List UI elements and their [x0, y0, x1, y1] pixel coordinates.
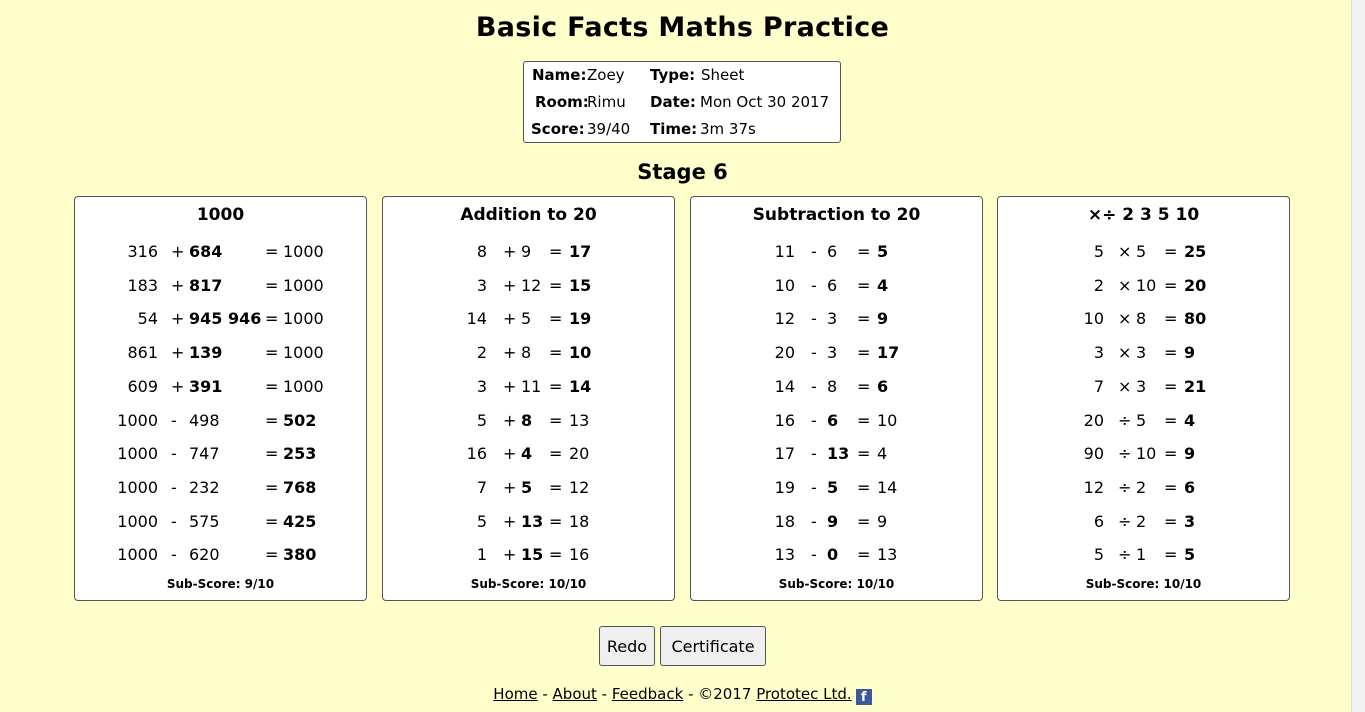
operand-b: 11 — [521, 376, 542, 396]
result: 25 — [1184, 242, 1207, 261]
result: 13 — [569, 410, 590, 430]
equation-row — [383, 406, 674, 436]
operator: + — [171, 275, 185, 295]
operand-a: 861 — [127, 343, 158, 363]
operand-b: 13 — [827, 444, 850, 464]
operator: × — [1118, 242, 1132, 261]
operand-a: 20 — [1083, 410, 1104, 430]
result: 768 — [283, 477, 317, 497]
operand-a: 16 — [774, 410, 795, 430]
operand-b: 3 — [1136, 376, 1147, 396]
operand-b: 0 — [827, 545, 839, 565]
operand-b: 4 — [521, 444, 533, 464]
info-row-room-date — [524, 93, 840, 119]
equals-sign: = — [857, 410, 871, 430]
equals-sign: = — [549, 275, 563, 295]
operator: + — [171, 309, 185, 329]
operator: × — [1118, 376, 1132, 396]
operand-a: 14 — [774, 376, 795, 396]
panel-title: Addition to 20 — [460, 205, 597, 225]
operand-a: 13 — [774, 545, 795, 565]
operand-b: 8 — [1136, 309, 1147, 329]
operator: ÷ — [1118, 545, 1132, 565]
operator: - — [811, 511, 817, 531]
operator: - — [171, 444, 177, 464]
operand-a: 2 — [1093, 275, 1104, 295]
stage-heading: Stage 6 — [637, 160, 728, 184]
operand-a: 10 — [1083, 309, 1104, 329]
operand-b: 15 — [521, 545, 544, 565]
equation-row — [998, 473, 1289, 503]
result: 14 — [877, 477, 898, 497]
operand-b: 13 — [521, 511, 544, 531]
equals-sign: = — [549, 309, 563, 329]
operator: - — [171, 477, 177, 497]
operand-b: 9 — [521, 242, 532, 261]
equals-sign: = — [265, 511, 279, 531]
operand-a: 1000 — [117, 545, 158, 565]
feedback-link[interactable]: Feedback — [611, 685, 684, 703]
operator: × — [1118, 309, 1132, 329]
operand-a: 3 — [476, 376, 487, 396]
operator: - — [171, 511, 177, 531]
prototec-link[interactable]: Prototec Ltd. — [756, 685, 852, 703]
type-value: Sheet — [701, 66, 745, 84]
operand-a: 12 — [1083, 477, 1104, 497]
result: 3 — [1184, 511, 1196, 531]
operand-a: 1000 — [117, 410, 158, 430]
operand-a: 5 — [476, 511, 487, 531]
operand-a: 5 — [1093, 242, 1104, 261]
room-label: Room: — [535, 93, 589, 111]
equals-sign: = — [1164, 242, 1178, 261]
equals-sign: = — [549, 410, 563, 430]
equation-row — [383, 271, 674, 301]
operand-b: 5 — [827, 477, 839, 497]
operand-b: 575 — [189, 511, 220, 531]
equation-row — [75, 304, 366, 334]
panel-subtraction — [690, 196, 983, 601]
operator: + — [503, 545, 517, 565]
result: 9 — [1184, 343, 1196, 363]
panel-title: 1000 — [196, 205, 245, 225]
operator: + — [171, 376, 185, 396]
operand-a: 5 — [476, 410, 487, 430]
equals-sign: = — [857, 242, 871, 261]
time-label: Time: — [650, 120, 698, 138]
operator: + — [503, 376, 517, 396]
operator: + — [503, 444, 517, 464]
operator: - — [811, 545, 817, 565]
result: 16 — [569, 545, 590, 565]
equation-row — [383, 237, 674, 267]
equation-row — [998, 507, 1289, 537]
equals-sign: = — [857, 477, 871, 497]
result: 5 — [877, 242, 889, 261]
result: 21 — [1184, 376, 1207, 396]
result: 13 — [877, 545, 898, 565]
operand-a: 1 — [476, 545, 487, 565]
operator: + — [503, 410, 517, 430]
result: 4 — [1184, 410, 1196, 430]
equation-row — [75, 439, 366, 469]
operator: - — [811, 477, 817, 497]
equals-sign: = — [1164, 410, 1178, 430]
operand-b: 747 — [189, 444, 220, 464]
result: 5 — [1184, 545, 1196, 565]
redo-button[interactable]: Redo — [599, 626, 655, 666]
operand-b: 6 — [827, 242, 838, 261]
operand-a: 14 — [466, 309, 487, 329]
equals-sign: = — [549, 376, 563, 396]
operator: - — [811, 275, 817, 295]
equals-sign: = — [549, 477, 563, 497]
operator: - — [811, 444, 817, 464]
operand-b: 498 — [189, 410, 220, 430]
equals-sign: = — [857, 444, 871, 464]
result: 425 — [283, 511, 317, 531]
operand-b: 3 — [827, 309, 838, 329]
operator: - — [811, 242, 817, 261]
time-value: 3m 37s — [700, 120, 756, 138]
operator: - — [171, 545, 177, 565]
operand-a: 11 — [774, 242, 795, 261]
operand-a: 3 — [476, 275, 487, 295]
operand-b: 3 — [827, 343, 838, 363]
equation-row — [691, 271, 982, 301]
operator: ÷ — [1118, 444, 1132, 464]
result: 20 — [1184, 275, 1207, 295]
sub-score: Sub-Score: 10/10 — [778, 577, 895, 591]
score-value: 39/40 — [587, 120, 631, 138]
score-label: Score: — [531, 120, 585, 138]
info-row-score-time — [524, 120, 840, 146]
operand-b: 5 — [1136, 410, 1147, 430]
equals-sign: = — [857, 309, 871, 329]
equation-row — [383, 439, 674, 469]
result: 380 — [283, 545, 317, 565]
operand-b: 2 — [1136, 477, 1147, 497]
operator: + — [171, 343, 185, 363]
vertical-scrollbar[interactable] — [1351, 0, 1365, 712]
equation-row — [75, 372, 366, 402]
equation-row — [998, 237, 1289, 267]
equals-sign: = — [857, 511, 871, 531]
equation-row — [691, 473, 982, 503]
operand-b: 5 — [1136, 242, 1147, 261]
room-value: Rimu — [587, 93, 626, 111]
operand-a: 7 — [1093, 376, 1104, 396]
about-link[interactable]: About — [552, 685, 597, 703]
equation-row — [998, 372, 1289, 402]
equation-row — [75, 237, 366, 267]
equals-sign: = — [549, 444, 563, 464]
equals-sign: = — [265, 410, 279, 430]
equals-sign: = — [857, 376, 871, 396]
equation-row — [383, 304, 674, 334]
operand-a: 20 — [774, 343, 795, 363]
operand-a: 54 — [137, 309, 158, 329]
result: 10 — [877, 410, 898, 430]
operand-a: 12 — [774, 309, 795, 329]
operand-a: 1000 — [117, 511, 158, 531]
operator: - — [811, 343, 817, 363]
operator: + — [503, 511, 517, 531]
result: 17 — [569, 242, 592, 261]
equals-sign: = — [857, 343, 871, 363]
equals-sign: = — [1164, 545, 1178, 565]
equation-row — [691, 237, 982, 267]
operator: ÷ — [1118, 511, 1132, 531]
result: 1000 — [283, 275, 324, 295]
operand-a: 609 — [127, 376, 158, 396]
operator: + — [503, 309, 517, 329]
footer-separator: - — [596, 685, 612, 703]
panel-addition — [382, 196, 675, 601]
panel-1000 — [74, 196, 367, 601]
operand-a: 1000 — [117, 444, 158, 464]
equation-row — [383, 507, 674, 537]
result: 19 — [569, 309, 592, 329]
info-box — [523, 61, 841, 143]
operand-a: 3 — [1093, 343, 1104, 363]
panel-title: ×÷ 2 3 5 10 — [1087, 205, 1200, 225]
operand-b: 10 — [1136, 275, 1157, 295]
equals-sign: = — [857, 275, 871, 295]
operand-a: 1000 — [117, 477, 158, 497]
equation-row — [383, 473, 674, 503]
equation-row — [998, 439, 1289, 469]
equation-row — [691, 338, 982, 368]
operand-b: 9 — [827, 511, 839, 531]
operator: - — [811, 376, 817, 396]
operand-b: 139 — [189, 343, 223, 363]
result: 18 — [569, 511, 590, 531]
date-value: Mon Oct 30 2017 — [700, 93, 830, 111]
result: 12 — [569, 477, 590, 497]
operator: × — [1118, 343, 1132, 363]
equals-sign: = — [265, 444, 279, 464]
equals-sign: = — [1164, 511, 1178, 531]
equation-row — [691, 304, 982, 334]
operator: ÷ — [1118, 410, 1132, 430]
operand-b: 6 — [827, 410, 839, 430]
operand-a: 16 — [466, 444, 487, 464]
certificate-button[interactable]: Certificate — [660, 626, 766, 666]
operator: - — [171, 410, 177, 430]
operand-b: 5 — [521, 477, 533, 497]
equation-row — [998, 540, 1289, 570]
equals-sign: = — [265, 376, 279, 396]
equals-sign: = — [1164, 376, 1178, 396]
result: 1000 — [283, 309, 324, 329]
operand-b: 684 — [189, 242, 223, 261]
operand-b: 391 — [189, 376, 223, 396]
equation-row — [998, 304, 1289, 334]
equals-sign: = — [265, 309, 279, 329]
operand-b: 6 — [827, 275, 838, 295]
equation-row — [691, 507, 982, 537]
result: 14 — [569, 376, 592, 396]
equals-sign: = — [549, 511, 563, 531]
footer — [0, 685, 1365, 705]
page-title: Basic Facts Maths Practice — [475, 12, 890, 43]
equals-sign: = — [265, 545, 279, 565]
name-value: Zoey — [587, 66, 625, 84]
equals-sign: = — [1164, 444, 1178, 464]
operand-a: 17 — [774, 444, 795, 464]
equation-row — [75, 507, 366, 537]
equals-sign: = — [549, 343, 563, 363]
equation-row — [75, 406, 366, 436]
equals-sign: = — [549, 545, 563, 565]
result: 15 — [569, 275, 592, 295]
operand-b: 945 946 — [189, 309, 262, 329]
operand-a: 8 — [476, 242, 487, 261]
operand-a: 5 — [1093, 545, 1104, 565]
result: 6 — [877, 376, 889, 396]
equation-row — [998, 271, 1289, 301]
operand-b: 817 — [189, 275, 223, 295]
home-link[interactable]: Home — [493, 685, 538, 703]
equals-sign: = — [1164, 343, 1178, 363]
operand-b: 12 — [521, 275, 542, 295]
equals-sign: = — [265, 343, 279, 363]
panel-multiply-divide — [997, 196, 1290, 601]
date-label: Date: — [650, 93, 696, 111]
equation-row — [75, 540, 366, 570]
operand-b: 8 — [827, 376, 838, 396]
operator: + — [503, 275, 517, 295]
operator: + — [503, 343, 517, 363]
result: 9 — [877, 309, 889, 329]
equals-sign: = — [265, 242, 279, 261]
operand-b: 1 — [1136, 545, 1147, 565]
equation-row — [691, 439, 982, 469]
result: 1000 — [283, 242, 324, 261]
result: 253 — [283, 444, 317, 464]
copyright-text: - ©2017 — [683, 685, 757, 703]
operator: + — [503, 477, 517, 497]
result: 502 — [283, 410, 317, 430]
operator: × — [1118, 275, 1132, 295]
result: 9 — [1184, 444, 1196, 464]
operand-b: 2 — [1136, 511, 1147, 531]
result: 9 — [877, 511, 888, 531]
equals-sign: = — [1164, 309, 1178, 329]
equation-row — [691, 540, 982, 570]
result: 6 — [1184, 477, 1196, 497]
operator: - — [811, 410, 817, 430]
operand-b: 8 — [521, 410, 533, 430]
sub-score: Sub-Score: 9/10 — [166, 577, 275, 591]
result: 20 — [569, 444, 590, 464]
equation-row — [75, 338, 366, 368]
panel-title: Subtraction to 20 — [752, 205, 921, 225]
sub-score: Sub-Score: 10/10 — [1085, 577, 1202, 591]
result: 80 — [1184, 309, 1207, 329]
name-label: Name: — [532, 66, 587, 84]
operand-a: 6 — [1093, 511, 1104, 531]
equation-row — [998, 406, 1289, 436]
equals-sign: = — [857, 545, 871, 565]
result: 4 — [877, 444, 888, 464]
sub-score: Sub-Score: 10/10 — [470, 577, 587, 591]
operator: ÷ — [1118, 477, 1132, 497]
equation-row — [75, 473, 366, 503]
operand-a: 316 — [127, 242, 158, 261]
result: 17 — [877, 343, 900, 363]
operand-a: 19 — [774, 477, 795, 497]
equals-sign: = — [265, 477, 279, 497]
operand-b: 620 — [189, 545, 220, 565]
footer-separator: - — [537, 685, 553, 703]
equation-row — [383, 372, 674, 402]
operand-b: 232 — [189, 477, 220, 497]
operator: + — [171, 242, 185, 261]
result: 1000 — [283, 343, 324, 363]
operand-a: 10 — [774, 275, 795, 295]
operand-a: 183 — [127, 275, 158, 295]
equation-row — [691, 406, 982, 436]
operand-a: 7 — [476, 477, 487, 497]
operand-a: 18 — [774, 511, 795, 531]
equation-row — [998, 338, 1289, 368]
info-row-name-type — [524, 66, 840, 92]
equation-row — [383, 338, 674, 368]
operand-b: 3 — [1136, 343, 1147, 363]
equals-sign: = — [549, 242, 563, 261]
operand-a: 90 — [1083, 444, 1104, 464]
result: 10 — [569, 343, 592, 363]
equals-sign: = — [1164, 275, 1178, 295]
result: 1000 — [283, 376, 324, 396]
equation-row — [691, 372, 982, 402]
operand-a: 2 — [476, 343, 487, 363]
operator: + — [503, 242, 517, 261]
operand-b: 5 — [521, 309, 532, 329]
result: 4 — [877, 275, 889, 295]
operand-b: 8 — [521, 343, 532, 363]
equals-sign: = — [1164, 477, 1178, 497]
equals-sign: = — [265, 275, 279, 295]
type-label: Type: — [650, 66, 696, 84]
facebook-icon[interactable]: f — [856, 689, 872, 705]
operand-b: 10 — [1136, 444, 1157, 464]
equation-row — [75, 271, 366, 301]
operator: - — [811, 309, 817, 329]
equation-row — [383, 540, 674, 570]
